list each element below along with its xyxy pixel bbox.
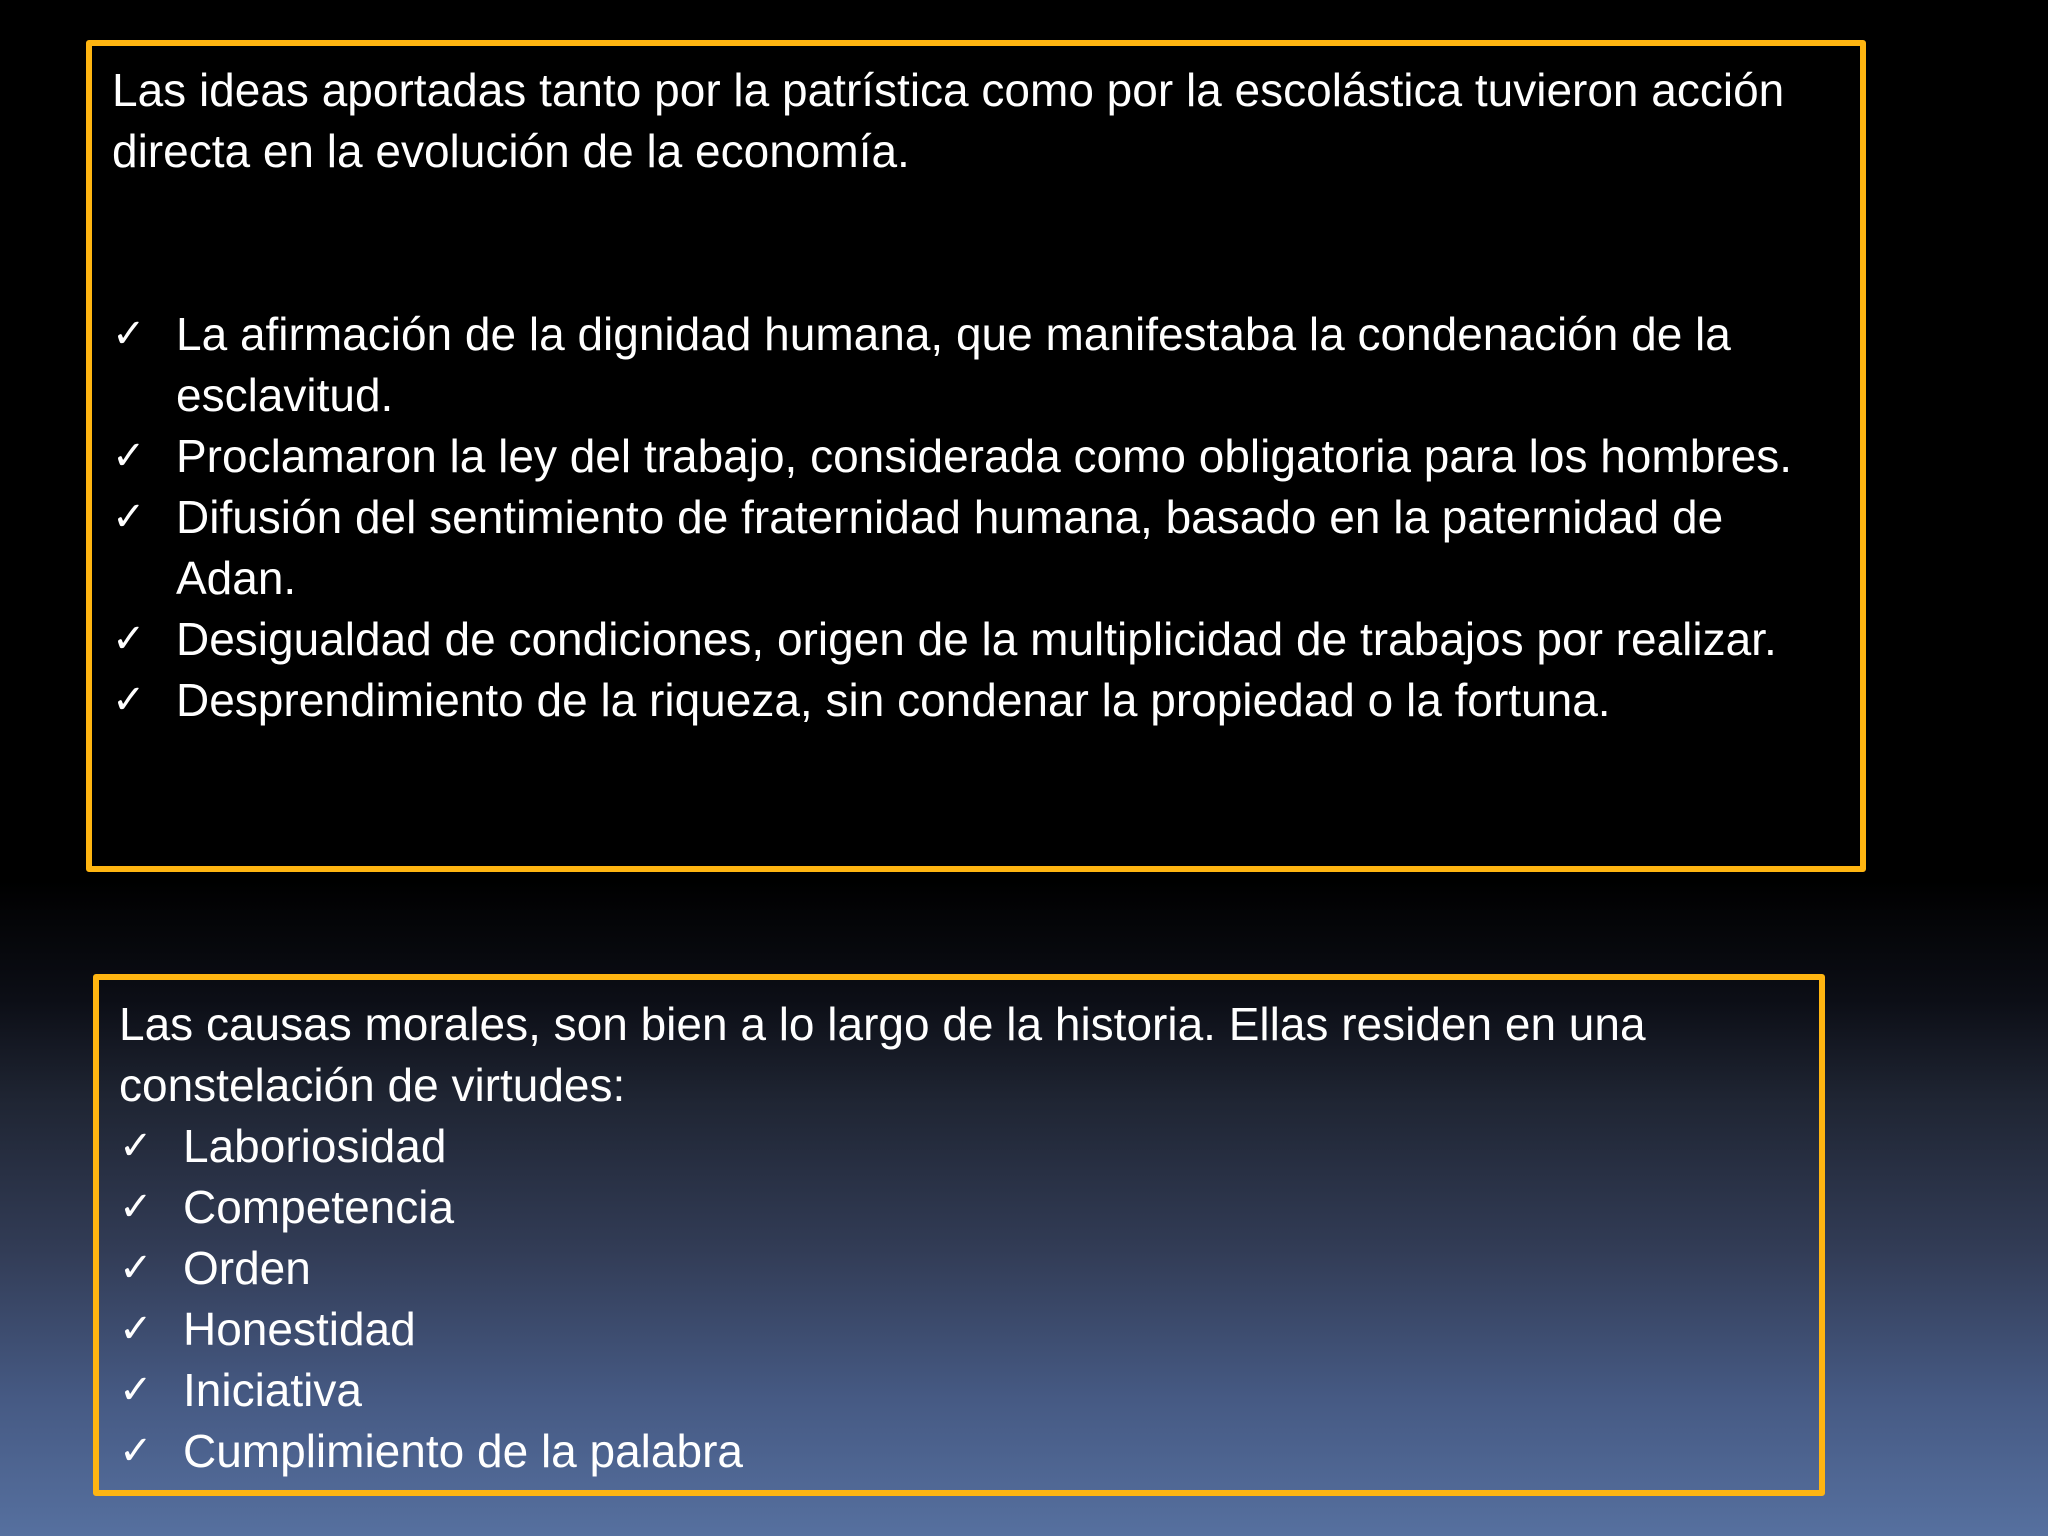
list-item bbox=[112, 426, 1840, 487]
list-item-text: Proclamaron la ley del trabajo, considerada como obligatoria para los hombres. bbox=[176, 430, 1792, 482]
list-item-text: Cumplimiento de la palabra bbox=[183, 1425, 743, 1477]
list-item bbox=[119, 1116, 1799, 1177]
list-item bbox=[119, 1299, 1799, 1360]
list-item bbox=[112, 670, 1840, 731]
virtues-list bbox=[119, 1116, 1799, 1482]
checkmark-icon: ✓ bbox=[119, 1367, 153, 1413]
checkmark-icon: ✓ bbox=[112, 433, 146, 479]
list-item bbox=[119, 1360, 1799, 1421]
checkmark-icon: ✓ bbox=[119, 1184, 153, 1230]
list-item-text: La afirmación de la dignidad humana, que manifestaba la condenación de la esclavitud. bbox=[176, 308, 1731, 421]
list-item bbox=[119, 1238, 1799, 1299]
checkmark-icon: ✓ bbox=[119, 1245, 153, 1291]
list-item-text: Honestidad bbox=[183, 1303, 416, 1355]
checkmark-icon: ✓ bbox=[119, 1428, 153, 1474]
list-item bbox=[112, 487, 1840, 609]
ideas-intro: Las ideas aportadas tanto por la patrística como por la escolástica tuvieron acción directa en la evolución de la economía. bbox=[112, 64, 1785, 177]
list-item-text: Desprendimiento de la riqueza, sin condenar la propiedad o la fortuna. bbox=[176, 674, 1611, 726]
list-item bbox=[119, 1177, 1799, 1238]
list-item-text: Difusión del sentimiento de fraternidad humana, basado en la paternidad de Adan. bbox=[176, 491, 1724, 604]
list-item bbox=[112, 304, 1840, 426]
list-item-text: Competencia bbox=[183, 1181, 455, 1233]
checkmark-icon: ✓ bbox=[112, 677, 146, 723]
list-item-text: Desigualdad de condiciones, origen de la multiplicidad de trabajos por realizar. bbox=[176, 613, 1777, 665]
list-item-text: Orden bbox=[183, 1242, 311, 1294]
checkmark-icon: ✓ bbox=[119, 1306, 153, 1352]
list-item-text: Laboriosidad bbox=[183, 1120, 447, 1172]
ideas-list bbox=[112, 304, 1840, 731]
checkmark-icon: ✓ bbox=[119, 1123, 153, 1169]
virtues-box bbox=[93, 974, 1825, 1496]
list-item-text: Iniciativa bbox=[183, 1364, 362, 1416]
ideas-box bbox=[86, 40, 1866, 872]
list-item bbox=[112, 609, 1840, 670]
checkmark-icon: ✓ bbox=[112, 311, 146, 357]
checkmark-icon: ✓ bbox=[112, 494, 146, 540]
list-item bbox=[119, 1421, 1799, 1482]
checkmark-icon: ✓ bbox=[112, 616, 146, 662]
virtues-intro: Las causas morales, son bien a lo largo de la historia. Ellas residen en una constelación de virtudes: bbox=[119, 998, 1646, 1111]
